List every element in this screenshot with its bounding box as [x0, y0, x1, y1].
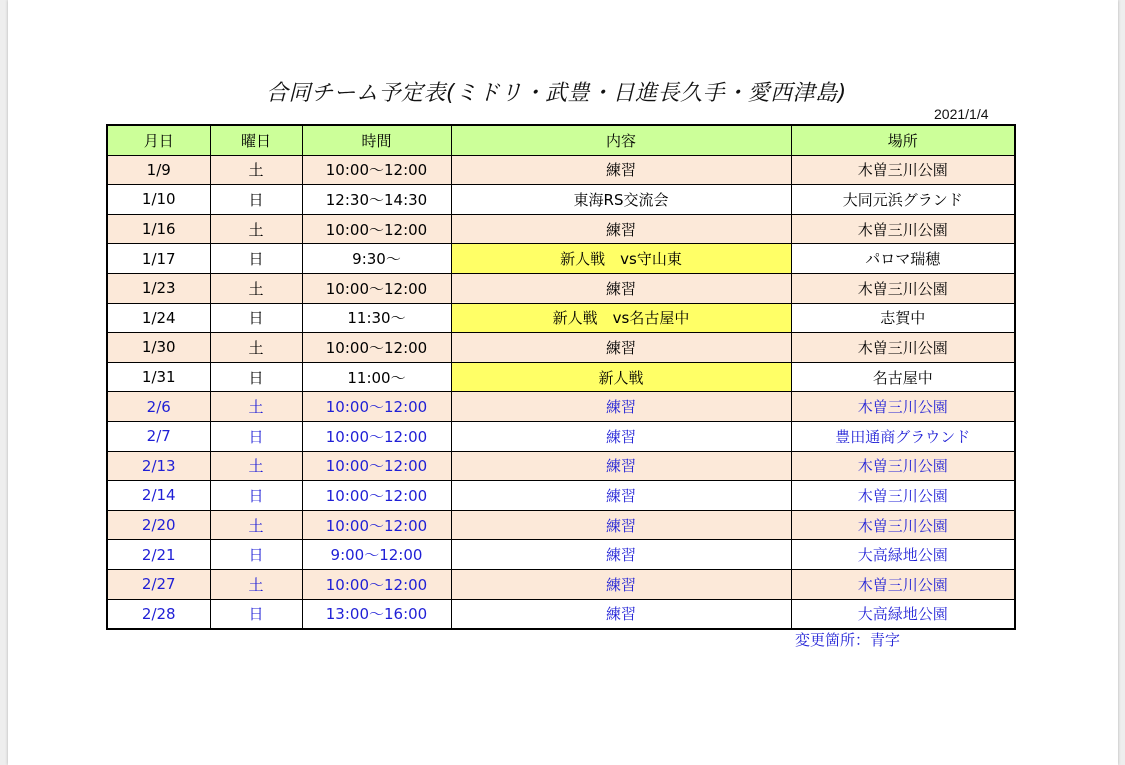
cell-date: 1/10 — [107, 185, 210, 215]
table-row — [107, 481, 1015, 511]
cell-place: 大高緑地公園 — [791, 540, 1015, 570]
table-row — [107, 421, 1015, 451]
cell-content: 練習 — [451, 392, 791, 422]
cell-day: 日 — [210, 362, 302, 392]
cell-place: パロマ瑞穂 — [791, 244, 1015, 274]
cell-date: 2/13 — [107, 451, 210, 481]
cell-place: 木曽三川公園 — [791, 333, 1015, 363]
cell-day: 日 — [210, 244, 302, 274]
cell-content: 練習 — [451, 273, 791, 303]
cell-content: 練習 — [451, 540, 791, 570]
cell-date: 1/16 — [107, 214, 210, 244]
table-header-row — [107, 125, 1015, 155]
cell-place: 木曽三川公園 — [791, 273, 1015, 303]
cell-time: 9:30～ — [302, 244, 451, 274]
cell-time: 10:00～12:00 — [302, 421, 451, 451]
cell-content: 練習 — [451, 421, 791, 451]
cell-time: 10:00～12:00 — [302, 155, 451, 185]
table-row — [107, 185, 1015, 215]
cell-place: 木曽三川公園 — [791, 392, 1015, 422]
table-row — [107, 510, 1015, 540]
schedule-table — [106, 124, 1016, 630]
cell-day: 土 — [210, 214, 302, 244]
schedule-body — [107, 155, 1015, 629]
cell-place: 木曽三川公園 — [791, 155, 1015, 185]
cell-content: 練習 — [451, 510, 791, 540]
header-date: 月日 — [107, 125, 210, 155]
table-row — [107, 244, 1015, 274]
cell-date: 1/9 — [107, 155, 210, 185]
cell-place: 大高緑地公園 — [791, 599, 1015, 629]
cell-date: 2/6 — [107, 392, 210, 422]
cell-place: 木曽三川公園 — [791, 569, 1015, 599]
cell-content: 練習 — [451, 481, 791, 511]
cell-content: 新人戦 — [451, 362, 791, 392]
cell-date: 2/7 — [107, 421, 210, 451]
cell-content: 練習 — [451, 214, 791, 244]
cell-place: 名古屋中 — [791, 362, 1015, 392]
cell-place: 木曽三川公園 — [791, 451, 1015, 481]
cell-day: 日 — [210, 303, 302, 333]
table-row — [107, 155, 1015, 185]
cell-place: 木曽三川公園 — [791, 510, 1015, 540]
cell-place: 豊田通商グラウンド — [791, 421, 1015, 451]
cell-time: 10:00～12:00 — [302, 273, 451, 303]
cell-day: 土 — [210, 333, 302, 363]
cell-content: 練習 — [451, 333, 791, 363]
cell-time: 10:00～12:00 — [302, 333, 451, 363]
table-row — [107, 599, 1015, 629]
cell-date: 2/28 — [107, 599, 210, 629]
cell-time: 10:00～12:00 — [302, 392, 451, 422]
cell-content: 練習 — [451, 155, 791, 185]
cell-content: 東海RS交流会 — [451, 185, 791, 215]
cell-time: 11:00～ — [302, 362, 451, 392]
cell-date: 2/27 — [107, 569, 210, 599]
cell-day: 日 — [210, 599, 302, 629]
cell-day: 土 — [210, 569, 302, 599]
header-day: 曜日 — [210, 125, 302, 155]
table-row — [107, 273, 1015, 303]
cell-content: 練習 — [451, 599, 791, 629]
cell-date: 2/21 — [107, 540, 210, 570]
cell-time: 11:30～ — [302, 303, 451, 333]
cell-time: 10:00～12:00 — [302, 451, 451, 481]
table-row — [107, 362, 1015, 392]
cell-day: 土 — [210, 392, 302, 422]
cell-place: 大同元浜グランド — [791, 185, 1015, 215]
cell-date: 1/24 — [107, 303, 210, 333]
cell-place: 木曽三川公園 — [791, 214, 1015, 244]
table-row — [107, 540, 1015, 570]
cell-day: 日 — [210, 540, 302, 570]
cell-day: 土 — [210, 273, 302, 303]
cell-time: 13:00～16:00 — [302, 599, 451, 629]
cell-date: 1/30 — [107, 333, 210, 363]
header-content: 内容 — [451, 125, 791, 155]
cell-date: 1/17 — [107, 244, 210, 274]
cell-day: 土 — [210, 510, 302, 540]
cell-content: 練習 — [451, 451, 791, 481]
cell-content: 新人戦 vs名古屋中 — [451, 303, 791, 333]
cell-day: 土 — [210, 451, 302, 481]
table-row — [107, 303, 1015, 333]
cell-place: 木曽三川公園 — [791, 481, 1015, 511]
document-title: 合同チーム予定表(ミドリ・武豊・日進長久手・愛西津島) — [266, 81, 847, 106]
change-note: 変更箇所：青字 — [795, 631, 901, 649]
table-row — [107, 451, 1015, 481]
cell-day: 土 — [210, 155, 302, 185]
cell-date: 2/14 — [107, 481, 210, 511]
document-page — [8, 0, 1118, 765]
cell-content: 新人戦 vs守山東 — [451, 244, 791, 274]
cell-time: 9:00～12:00 — [302, 540, 451, 570]
cell-date: 1/23 — [107, 273, 210, 303]
cell-day: 日 — [210, 481, 302, 511]
cell-time: 10:00～12:00 — [302, 481, 451, 511]
table-row — [107, 214, 1015, 244]
cell-content: 練習 — [451, 569, 791, 599]
cell-time: 10:00～12:00 — [302, 214, 451, 244]
cell-time: 12:30～14:30 — [302, 185, 451, 215]
cell-day: 日 — [210, 185, 302, 215]
cell-place: 志賀中 — [791, 303, 1015, 333]
cell-date: 2/20 — [107, 510, 210, 540]
header-place: 場所 — [791, 125, 1015, 155]
table-row — [107, 333, 1015, 363]
table-row — [107, 392, 1015, 422]
cell-time: 10:00～12:00 — [302, 569, 451, 599]
cell-date: 1/31 — [107, 362, 210, 392]
cell-day: 日 — [210, 421, 302, 451]
document-date: 2021/1/4 — [934, 106, 989, 122]
table-row — [107, 569, 1015, 599]
cell-time: 10:00～12:00 — [302, 510, 451, 540]
header-time: 時間 — [302, 125, 451, 155]
